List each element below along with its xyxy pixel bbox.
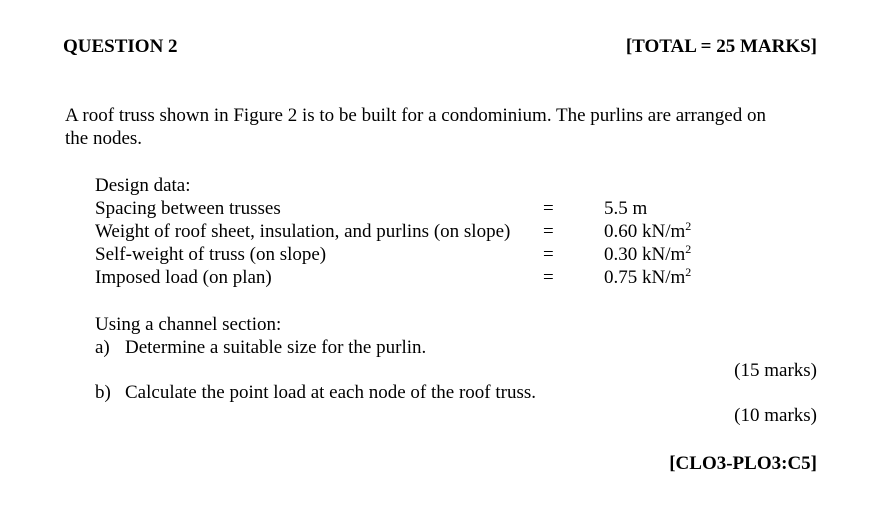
- design-label: Self-weight of truss (on slope): [95, 244, 327, 265]
- equals-sign: =: [543, 198, 554, 219]
- value-text: 0.30 kN/m: [604, 244, 686, 265]
- equals-sign: =: [543, 267, 554, 288]
- question-heading: QUESTION 2: [63, 36, 178, 57]
- design-data-title: Design data:: [95, 175, 191, 196]
- design-value: [604, 243, 691, 266]
- unit-superscript: 2: [685, 219, 692, 233]
- unit-superscript: 2: [685, 242, 692, 256]
- value-text: 0.75 kN/m: [604, 267, 686, 288]
- equals-sign: =: [543, 221, 554, 242]
- task-a-label: a): [95, 337, 110, 358]
- design-label: Spacing between trusses: [95, 198, 281, 219]
- design-label: Imposed load (on plan): [95, 267, 272, 288]
- task-a-text: Determine a suitable size for the purlin.: [125, 337, 427, 358]
- design-value: [604, 266, 691, 289]
- value-text: 0.60 kN/m: [604, 221, 686, 242]
- design-value: [604, 197, 647, 220]
- equals-sign: =: [543, 244, 554, 265]
- task-b-text: Calculate the point load at each node of the roof truss.: [125, 382, 537, 403]
- task-b-marks: (10 marks): [734, 405, 817, 426]
- design-value: [604, 220, 691, 243]
- tasks-lead: Using a channel section:: [95, 314, 282, 335]
- design-label: Weight of roof sheet, insulation, and purlins (on slope): [95, 221, 511, 242]
- intro-line-1: A roof truss shown in Figure 2 is to be built for a condominium. The purlins are arranged on: [65, 105, 766, 126]
- task-a-marks: (15 marks): [734, 360, 817, 381]
- clo-tag: [CLO3-PLO3:C5]: [669, 453, 817, 474]
- value-text: 5.5 m: [604, 198, 648, 219]
- task-b-label: b): [95, 382, 111, 403]
- total-marks: [TOTAL = 25 MARKS]: [625, 36, 817, 57]
- intro-line-2: the nodes.: [65, 128, 143, 149]
- unit-superscript: 2: [685, 265, 692, 279]
